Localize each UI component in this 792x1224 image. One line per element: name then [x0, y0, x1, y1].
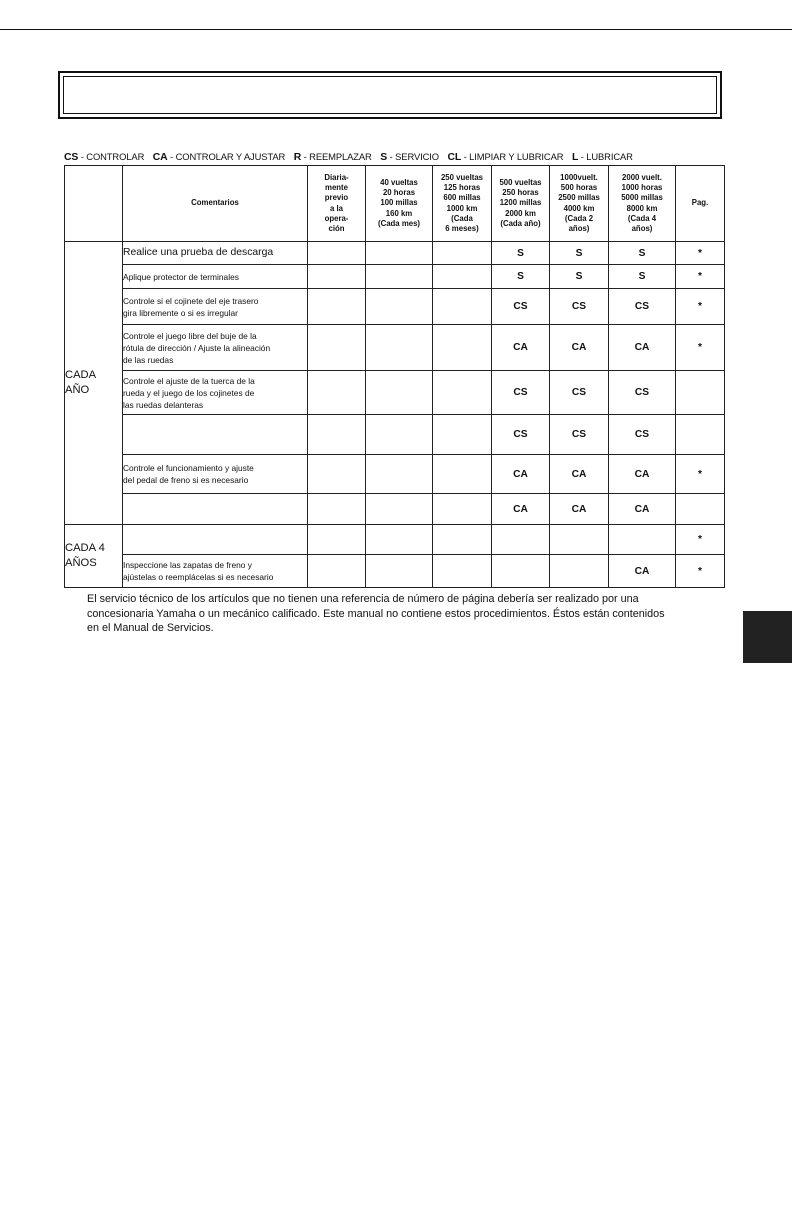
header-line: (Cada 4 [627, 213, 657, 223]
table-row [65, 494, 725, 525]
interval-cell [492, 555, 550, 588]
interval-cell [366, 289, 433, 325]
header-line: 500 horas [560, 182, 598, 192]
interval-cell [366, 242, 433, 265]
comment-line: Realice una prueba de descarga [123, 247, 274, 258]
comment-line: gira libremente o si es irregular [123, 307, 238, 318]
interval-cell [492, 525, 550, 555]
interval-cell [308, 525, 366, 555]
table-body [65, 242, 725, 588]
interval-cell: CA [492, 325, 550, 371]
header-row [65, 166, 725, 242]
comment-cell [123, 289, 308, 325]
page-ref-cell: * [676, 525, 725, 555]
interval-cell [433, 494, 492, 525]
period-cell [65, 242, 123, 525]
header-line: 600 millas [443, 193, 481, 203]
page-ref-cell: * [676, 265, 725, 289]
interval-cell [308, 371, 366, 415]
header-line: mente [325, 182, 348, 192]
header-line: 160 km [385, 208, 413, 218]
header-line: 2000 vuelt. [622, 172, 662, 182]
comment-line: Controle el ajuste de la tuerca de la [123, 375, 255, 386]
section-tab [743, 611, 792, 663]
interval-cell: S [609, 242, 676, 265]
legend-code: CS [64, 152, 79, 163]
comment-line: las ruedas delanteras [123, 399, 204, 410]
header-line: 6 meses) [445, 224, 479, 234]
header-line: 20 horas [382, 188, 416, 198]
table-row [65, 242, 725, 265]
interval-cell: CA [550, 494, 609, 525]
interval-cell: CS [492, 415, 550, 455]
header-line: (Cada [451, 213, 473, 223]
comment-line: rueda y el juego de los cojinetes de [123, 387, 255, 398]
header-line: años) [631, 224, 653, 234]
page-ref-cell: * [676, 455, 725, 494]
interval-cell: CA [492, 455, 550, 494]
header-interval-250 [433, 166, 492, 242]
legend-code: CL [447, 152, 462, 163]
interval-cell [366, 494, 433, 525]
header-line: 1200 millas [499, 198, 542, 208]
page-ref-cell: * [676, 325, 725, 371]
header-line: a la [329, 203, 343, 213]
page-ref-cell [676, 415, 725, 455]
interval-cell [433, 289, 492, 325]
comment-cell [123, 555, 308, 588]
top-rule [0, 29, 792, 30]
interval-cell: S [492, 265, 550, 289]
header-line: 100 millas [380, 198, 418, 208]
interval-cell [308, 415, 366, 455]
interval-cell [550, 525, 609, 555]
interval-cell [366, 555, 433, 588]
interval-cell: CA [609, 555, 676, 588]
note-line: concesionaria Yamaha o un mecánico calificado. Este manual no contiene estos procedimientos. Éstos están contenidos [87, 607, 665, 620]
header-line: (Cada 2 [564, 213, 594, 223]
interval-cell [433, 555, 492, 588]
interval-cell: CS [609, 415, 676, 455]
header-interval-2000 [609, 166, 676, 242]
period-line: AÑOS [65, 557, 97, 569]
interval-cell: CS [492, 371, 550, 415]
interval-cell: CA [609, 455, 676, 494]
interval-cell: S [492, 242, 550, 265]
interval-cell [308, 455, 366, 494]
legend-code: S [380, 152, 388, 163]
header-line: 1000 horas [621, 182, 663, 192]
comment-line: Controle el funcionamiento y ajuste [123, 463, 254, 473]
period-cell [65, 525, 123, 588]
comment-cell [123, 415, 308, 455]
interval-cell: CS [550, 415, 609, 455]
header-interval-500 [492, 166, 550, 242]
header-interval-40 [366, 166, 433, 242]
interval-cell [433, 325, 492, 371]
header-line: 4000 km [563, 203, 595, 213]
header-line: 125 horas [443, 182, 481, 192]
legend-text: - CONTROLAR Y AJUSTAR [170, 151, 286, 162]
interval-cell [366, 525, 433, 555]
comment-cell [123, 325, 308, 371]
interval-cell [366, 415, 433, 455]
interval-cell [433, 371, 492, 415]
header-line: (Cada año) [500, 218, 541, 228]
interval-cell [308, 555, 366, 588]
interval-cell: CA [609, 494, 676, 525]
comment-cell [123, 455, 308, 494]
header-page: Pag. [676, 166, 725, 242]
note-line: El servicio técnico de los artículos que no tienen una referencia de número de página debería ser realizado por una [87, 593, 639, 605]
comment-line: Controle el juego libre del buje de la [123, 330, 257, 341]
interval-cell: CS [609, 371, 676, 415]
interval-cell [609, 525, 676, 555]
header-line: 2000 km [505, 208, 536, 218]
header-line: 250 vueltas [440, 172, 484, 182]
page-ref-cell: * [676, 289, 725, 325]
interval-cell [308, 289, 366, 325]
header-line: 1000vuelt. [560, 172, 598, 182]
comment-line: Aplique protector de terminales [123, 271, 239, 282]
header-line: 2500 millas [558, 193, 600, 203]
page-ref-cell: * [676, 242, 725, 265]
interval-cell [433, 242, 492, 265]
legend-text: - SERVICIO [389, 151, 439, 162]
header-line: ción [328, 224, 345, 234]
table-row [65, 289, 725, 325]
header-line: 40 vueltas [380, 177, 418, 187]
comment-line: del pedal de freno si es necesario [123, 475, 249, 485]
period-line: CADA [65, 369, 97, 381]
interval-cell: CA [492, 494, 550, 525]
header-comments: Comentarios [123, 166, 308, 242]
interval-cell [366, 325, 433, 371]
interval-cell: S [609, 265, 676, 289]
header-line: (Cada mes) [377, 218, 421, 228]
table-row [65, 265, 725, 289]
header-line: 8000 km [626, 203, 658, 213]
legend-text: - LIMPIAR Y LUBRICAR [463, 151, 564, 162]
header-line: 500 vueltas [499, 177, 542, 187]
period-line: CADA 4 [65, 542, 105, 554]
interval-cell: CS [550, 289, 609, 325]
interval-cell [433, 525, 492, 555]
header-line: previo [324, 193, 349, 203]
interval-cell [366, 265, 433, 289]
legend-text: - CONTROLAR [80, 151, 145, 162]
legend-code: L [571, 152, 579, 163]
interval-cell: S [550, 265, 609, 289]
table-row [65, 371, 725, 415]
header-line: opera- [324, 213, 349, 223]
interval-cell: CS [550, 371, 609, 415]
comment-cell [123, 265, 308, 289]
table-row [65, 415, 725, 455]
table-row [65, 525, 725, 555]
interval-cell: CA [550, 325, 609, 371]
table-row [65, 555, 725, 588]
comment-line: Inspeccione las zapatas de freno y [123, 560, 252, 570]
interval-cell [308, 325, 366, 371]
legend [64, 151, 724, 163]
legend-code: CA [152, 152, 168, 163]
interval-cell [433, 415, 492, 455]
comment-cell [123, 242, 308, 265]
header-line: 5000 millas [621, 193, 663, 203]
header-line: 250 horas [502, 188, 539, 198]
legend-code: R [293, 152, 302, 163]
interval-cell: CA [609, 325, 676, 371]
interval-cell [308, 242, 366, 265]
interval-cell: CS [609, 289, 676, 325]
interval-cell [366, 455, 433, 494]
comment-cell [123, 494, 308, 525]
header-interval-1000 [550, 166, 609, 242]
interval-cell [308, 494, 366, 525]
interval-cell [433, 455, 492, 494]
interval-cell [366, 371, 433, 415]
title-box [58, 71, 722, 119]
legend-text: - REEMPLAZAR [303, 151, 372, 162]
page-ref-cell: * [676, 555, 725, 588]
interval-cell: CS [492, 289, 550, 325]
header-period [65, 166, 123, 242]
table-row [65, 455, 725, 494]
interval-cell: S [550, 242, 609, 265]
legend-text: - LUBRICAR [580, 151, 633, 162]
header-daily [308, 166, 366, 242]
page-ref-cell [676, 371, 725, 415]
interval-cell [550, 555, 609, 588]
header-line: años) [568, 224, 590, 234]
page-ref-cell [676, 494, 725, 525]
comment-line: de las ruedas [123, 354, 174, 365]
comment-cell [123, 371, 308, 415]
note-line: en el Manual de Servicios. [87, 622, 214, 635]
period-line: AÑO [65, 384, 90, 396]
interval-cell: CA [550, 455, 609, 494]
interval-cell [308, 265, 366, 289]
comment-line: Controle si el cojinete del eje trasero [123, 295, 259, 306]
comment-line: ajústelas o reemplácelas si es necesario [123, 572, 274, 582]
header-line: Diaria- [324, 172, 349, 182]
header-line: 1000 km [446, 203, 478, 213]
interval-cell [433, 265, 492, 289]
comment-cell [123, 525, 308, 555]
maintenance-table [64, 165, 725, 588]
table-row [65, 325, 725, 371]
comment-line: rótula de dirección / Ajuste la alineación [123, 342, 271, 353]
service-note [87, 592, 727, 636]
